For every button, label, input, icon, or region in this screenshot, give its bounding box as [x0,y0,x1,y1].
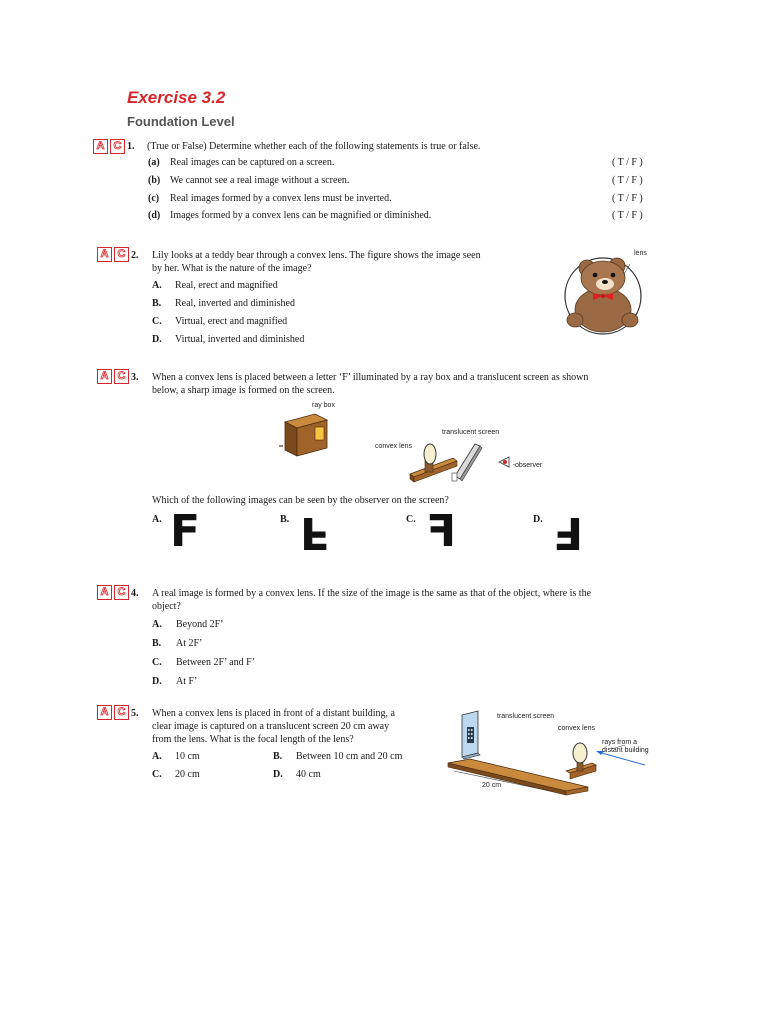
q1-badges [93,139,125,154]
q2-option-text: Virtual, erect and magnified [175,316,288,327]
q4-option-label: B. [152,638,162,649]
q1-item-text: Images formed by a convex lens can be magnified or diminished. [170,210,432,221]
badge-c-icon: C [114,369,129,384]
exercise-title: Exercise 3.2 [127,88,226,107]
q2-option-label: D. [152,334,162,345]
q5-number: 5. [131,708,139,719]
rays-label-line: rays from a [602,739,638,746]
badge-c-icon: C [114,705,129,720]
q4-option-label: D. [152,676,162,687]
letter-f-inverted: F [300,507,331,558]
q1-question: (True or False) Determine whether each of the following statements is true or false. [147,141,481,152]
q5-option-text: Between 10 cm and 20 cm [296,751,403,762]
q3-badges [97,369,129,384]
q4-option-label: A. [152,619,162,630]
q3-option-label: A. [152,514,162,525]
teddy-bear-lens-figure [560,244,660,344]
q5-option-text: 20 cm [175,769,200,780]
q3-option-label: D. [533,514,543,525]
q2-question-line: by her. What is the nature of the image? [152,263,312,274]
distance-label: 20 cm [482,782,502,789]
q3-question-line: When a convex lens is placed between a letter ‘F’ illuminated by a ray box and a translucent screen as shown [152,372,589,383]
badge-a-icon: A [93,139,108,154]
q4-badges [97,585,129,600]
convex-lens-label: convex lens [558,725,595,732]
q3-question-line: below, a sharp image is formed on the screen. [152,385,335,396]
badge-a-icon: A [97,705,112,720]
q4-option-label: C. [152,657,162,668]
q2-option-label: C. [152,316,162,327]
q1-item-label: (a) [148,157,160,168]
letter-f-upright: F [170,506,201,557]
q5-badges [97,705,129,720]
q1-true-false-mark: ( T / F ) [612,193,643,204]
q5-question-line: When a convex lens is placed in front of a distant building, a [152,708,395,719]
q1-item-label: (b) [148,175,161,186]
q5-option-text: 40 cm [296,769,321,780]
q5-option-text: 10 cm [175,751,200,762]
q4-option-text: Beyond 2F’ [176,619,224,630]
q4-question-line: A real image is formed by a convex lens. If the size of the image is the same as that of the object, where is the [152,588,592,599]
badge-c-icon: C [110,139,125,154]
q2-option-text: Real, inverted and diminished [175,298,295,309]
letter-f-mirrored: F [426,506,457,557]
badge-a-icon: A [97,369,112,384]
q3-subquestion: Which of the following images can be seen by the observer on the screen? [152,495,449,506]
q2-option-label: A. [152,280,162,291]
q4-option-text: At F’ [176,676,198,687]
q1-number: 1. [127,141,135,152]
q5-option-label: B. [273,751,283,762]
q2-option-label: B. [152,298,162,309]
lens-label: lens [634,250,647,257]
badge-a-icon: A [97,585,112,600]
q1-true-false-mark: ( T / F ) [612,175,643,186]
rays-label-line: distant building [602,747,649,754]
q2-option-text: Real, erect and magnified [175,280,278,291]
q5-option-label: A. [152,751,162,762]
letter-f-rotated: F [553,507,584,558]
q1-item-label: (d) [148,210,161,221]
q1-true-false-mark: ( T / F ) [612,210,643,221]
q2-number: 2. [131,250,139,261]
badge-c-icon: C [114,585,129,600]
translucent-screen-label: translucent screen [442,429,500,436]
q4-number: 4. [131,588,139,599]
q5-option-label: D. [273,769,283,780]
q5-option-label: C. [152,769,162,780]
observer-label: observer [515,462,543,469]
q1-item-label: (c) [148,193,160,204]
q3-option-label: C. [406,514,416,525]
q3-option-label: B. [280,514,290,525]
q1-item-text: We cannot see a real image without a screen. [170,175,350,186]
q2-badges [97,247,129,262]
q4-question-line: object? [152,601,181,612]
q1-item-text: Real images can be captured on a screen. [170,157,335,168]
q4-option-text: Between 2F’ and F’ [176,657,255,668]
ray-box-label: ray box [312,402,335,409]
q4-option-text: At 2F’ [176,638,203,649]
translucent-screen-label: translucent screen [497,713,555,720]
q1-true-false-mark: ( T / F ) [612,157,643,168]
badge-c-icon: C [114,247,129,262]
badge-a-icon: A [97,247,112,262]
q3-number: 3. [131,372,139,383]
section-subtitle: Foundation Level [127,114,235,129]
q5-question-line: clear image is captured on a translucent screen 20 cm away [152,721,390,732]
q1-item-text: Real images formed by a convex lens must be inverted. [170,193,392,204]
q5-question-line: from the lens. What is the focal length of the lens? [152,734,354,745]
q2-option-text: Virtual, inverted and diminished [175,334,305,345]
q2-question-line: Lily looks at a teddy bear through a convex lens. The figure shows the image seen [152,250,481,261]
convex-lens-label: convex lens [375,443,412,450]
